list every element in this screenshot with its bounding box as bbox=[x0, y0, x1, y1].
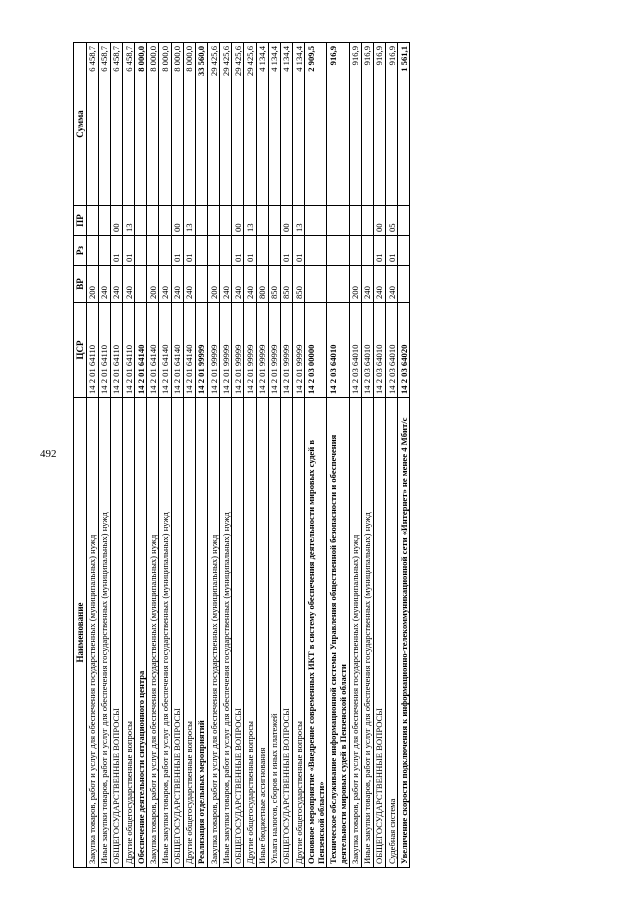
cell-vr: 240 bbox=[171, 266, 183, 303]
cell-csr: 14 2 01 99999 bbox=[256, 303, 268, 398]
page-number: 492 bbox=[40, 448, 57, 460]
cell-name: ОБЩЕГОСУДАРСТВЕННЫЕ ВОПРОСЫ bbox=[280, 398, 292, 868]
table-row bbox=[373, 43, 385, 868]
cell-rz bbox=[147, 236, 159, 266]
cell-pr: 00 bbox=[280, 206, 292, 236]
cell-csr: 14 2 03 64010 bbox=[373, 303, 385, 398]
cell-pr: 00 bbox=[171, 206, 183, 236]
table-row bbox=[159, 43, 171, 868]
header-csr: ЦСР bbox=[74, 303, 87, 398]
cell-name: Закупка товаров, работ и услуг для обеспечения государственных (муниципальных) нужд bbox=[208, 398, 220, 868]
cell-sum: 8 000,0 bbox=[147, 43, 159, 206]
cell-rz bbox=[361, 236, 373, 266]
cell-sum: 8 000,0 bbox=[159, 43, 171, 206]
cell-csr: 14 2 01 99999 bbox=[293, 303, 305, 398]
table-row bbox=[293, 43, 305, 868]
cell-pr bbox=[86, 206, 98, 236]
cell-vr: 240 bbox=[373, 266, 385, 303]
cell-name: ОБЩЕГОСУДАРСТВЕННЫЕ ВОПРОСЫ bbox=[171, 398, 183, 868]
cell-csr: 14 2 01 64110 bbox=[123, 303, 135, 398]
cell-csr: 14 2 01 64110 bbox=[98, 303, 110, 398]
cell-csr: 14 2 01 64110 bbox=[86, 303, 98, 398]
table-row bbox=[171, 43, 183, 868]
table-row bbox=[349, 43, 361, 868]
table-row bbox=[147, 43, 159, 868]
cell-rz bbox=[208, 236, 220, 266]
header-pr: ПР bbox=[74, 206, 87, 236]
cell-vr: 200 bbox=[147, 266, 159, 303]
cell-rz bbox=[349, 236, 361, 266]
cell-pr bbox=[208, 206, 220, 236]
cell-vr: 240 bbox=[232, 266, 244, 303]
cell-vr: 850 bbox=[293, 266, 305, 303]
cell-vr: 240 bbox=[361, 266, 373, 303]
header-sum: Сумма bbox=[74, 43, 87, 206]
cell-sum: 916,9 bbox=[361, 43, 373, 206]
cell-pr: 13 bbox=[293, 206, 305, 236]
table-row bbox=[110, 43, 122, 868]
cell-sum: 2 909,5 bbox=[305, 43, 327, 206]
cell-sum: 29 425,6 bbox=[220, 43, 232, 206]
cell-csr: 14 2 03 64020 bbox=[398, 303, 410, 398]
cell-sum: 29 425,6 bbox=[232, 43, 244, 206]
cell-pr: 00 bbox=[232, 206, 244, 236]
cell-name: Другие общегосударственные вопросы bbox=[244, 398, 256, 868]
cell-pr bbox=[349, 206, 361, 236]
budget-table bbox=[73, 42, 410, 868]
cell-pr bbox=[195, 206, 207, 236]
cell-csr: 14 2 01 99999 bbox=[244, 303, 256, 398]
cell-csr: 14 2 03 64010 bbox=[349, 303, 361, 398]
cell-pr bbox=[361, 206, 373, 236]
table-row bbox=[361, 43, 373, 868]
table-row bbox=[183, 43, 195, 868]
header-rz: Рз bbox=[74, 236, 87, 266]
cell-sum: 916,9 bbox=[349, 43, 361, 206]
table-row bbox=[327, 43, 349, 868]
cell-rz bbox=[268, 236, 280, 266]
cell-pr: 13 bbox=[183, 206, 195, 236]
cell-csr: 14 2 01 99999 bbox=[220, 303, 232, 398]
cell-csr: 14 2 01 64110 bbox=[110, 303, 122, 398]
cell-sum: 8 000,0 bbox=[171, 43, 183, 206]
cell-pr bbox=[327, 206, 349, 236]
cell-csr: 14 2 01 99999 bbox=[268, 303, 280, 398]
cell-pr: 00 bbox=[373, 206, 385, 236]
cell-pr bbox=[98, 206, 110, 236]
cell-pr bbox=[398, 206, 410, 236]
table-row bbox=[135, 43, 147, 868]
cell-vr: 850 bbox=[280, 266, 292, 303]
cell-rz bbox=[86, 236, 98, 266]
cell-pr: 05 bbox=[386, 206, 398, 236]
cell-name: Увеличение скорости подключения к информационно-телекоммуникационной сети «Интернет» не менее 4 Мбит/с bbox=[398, 398, 410, 868]
cell-sum: 4 134,4 bbox=[280, 43, 292, 206]
cell-csr: 14 2 01 64140 bbox=[183, 303, 195, 398]
cell-name: Обеспечение деятельности ситуационного центра bbox=[135, 398, 147, 868]
table-body bbox=[86, 43, 410, 868]
cell-sum: 33 560,0 bbox=[195, 43, 207, 206]
cell-sum: 916,9 bbox=[386, 43, 398, 206]
cell-vr: 200 bbox=[208, 266, 220, 303]
table-header-row bbox=[74, 43, 87, 868]
cell-vr: 240 bbox=[123, 266, 135, 303]
cell-name: Закупка товаров, работ и услуг для обеспечения государственных (муниципальных) нужд bbox=[86, 398, 98, 868]
cell-pr bbox=[268, 206, 280, 236]
cell-vr bbox=[135, 266, 147, 303]
cell-name: Иные закупки товаров, работ и услуг для обеспечения государственных (муниципальных) нужд bbox=[361, 398, 373, 868]
cell-rz bbox=[98, 236, 110, 266]
cell-sum: 4 134,4 bbox=[268, 43, 280, 206]
cell-vr: 240 bbox=[159, 266, 171, 303]
cell-sum: 29 425,6 bbox=[244, 43, 256, 206]
cell-rz: 01 bbox=[244, 236, 256, 266]
cell-name: Закупка товаров, работ и услуг для обеспечения государственных (муниципальных) нужд bbox=[147, 398, 159, 868]
cell-csr: 14 2 03 64010 bbox=[386, 303, 398, 398]
cell-rz bbox=[135, 236, 147, 266]
table-row bbox=[244, 43, 256, 868]
cell-vr: 850 bbox=[268, 266, 280, 303]
cell-sum: 916,9 bbox=[373, 43, 385, 206]
header-name: Наименование bbox=[74, 398, 87, 868]
cell-pr: 13 bbox=[123, 206, 135, 236]
cell-sum: 8 000,0 bbox=[183, 43, 195, 206]
cell-vr: 240 bbox=[98, 266, 110, 303]
table-row bbox=[386, 43, 398, 868]
cell-sum: 4 134,4 bbox=[256, 43, 268, 206]
table-row bbox=[232, 43, 244, 868]
cell-rz: 01 bbox=[373, 236, 385, 266]
cell-vr bbox=[327, 266, 349, 303]
cell-name: Другие общегосударственные вопросы bbox=[293, 398, 305, 868]
cell-csr: 14 2 03 00000 bbox=[305, 303, 327, 398]
cell-vr: 200 bbox=[349, 266, 361, 303]
cell-rz: 01 bbox=[386, 236, 398, 266]
cell-rz bbox=[256, 236, 268, 266]
cell-vr: 800 bbox=[256, 266, 268, 303]
cell-sum: 8 000,0 bbox=[135, 43, 147, 206]
cell-vr: 200 bbox=[86, 266, 98, 303]
table-row bbox=[208, 43, 220, 868]
cell-rz: 01 bbox=[171, 236, 183, 266]
cell-name: Закупка товаров, работ и услуг для обеспечения государственных (муниципальных) нужд bbox=[349, 398, 361, 868]
cell-pr bbox=[256, 206, 268, 236]
cell-name: ОБЩЕГОСУДАРСТВЕННЫЕ ВОПРОСЫ bbox=[232, 398, 244, 868]
cell-vr bbox=[195, 266, 207, 303]
cell-csr: 14 2 01 64140 bbox=[147, 303, 159, 398]
table-row bbox=[86, 43, 98, 868]
cell-rz: 01 bbox=[232, 236, 244, 266]
cell-name: Уплата налогов, сборов и иных платежей bbox=[268, 398, 280, 868]
cell-rz bbox=[159, 236, 171, 266]
cell-name: Иные закупки товаров, работ и услуг для обеспечения государственных (муниципальных) нужд bbox=[220, 398, 232, 868]
header-vr: ВР bbox=[74, 266, 87, 303]
table-row bbox=[220, 43, 232, 868]
cell-csr: 14 2 01 99999 bbox=[195, 303, 207, 398]
cell-pr bbox=[147, 206, 159, 236]
table-row bbox=[305, 43, 327, 868]
table-row bbox=[398, 43, 410, 868]
cell-rz bbox=[195, 236, 207, 266]
cell-vr bbox=[398, 266, 410, 303]
cell-csr: 14 2 01 64140 bbox=[171, 303, 183, 398]
cell-vr: 240 bbox=[220, 266, 232, 303]
cell-rz bbox=[327, 236, 349, 266]
cell-csr: 14 2 03 64010 bbox=[361, 303, 373, 398]
table-row bbox=[123, 43, 135, 868]
cell-pr: 13 bbox=[244, 206, 256, 236]
budget-table-container bbox=[73, 43, 607, 868]
cell-pr: 00 bbox=[110, 206, 122, 236]
cell-vr bbox=[305, 266, 327, 303]
cell-rz bbox=[398, 236, 410, 266]
table-row bbox=[195, 43, 207, 868]
cell-rz: 01 bbox=[110, 236, 122, 266]
cell-name: ОБЩЕГОСУДАРСТВЕННЫЕ ВОПРОСЫ bbox=[110, 398, 122, 868]
cell-name: Реализация отдельных мероприятий bbox=[195, 398, 207, 868]
cell-pr bbox=[135, 206, 147, 236]
cell-vr: 240 bbox=[110, 266, 122, 303]
cell-pr bbox=[305, 206, 327, 236]
cell-rz bbox=[220, 236, 232, 266]
table-row bbox=[280, 43, 292, 868]
cell-name: ОБЩЕГОСУДАРСТВЕННЫЕ ВОПРОСЫ bbox=[373, 398, 385, 868]
cell-pr bbox=[159, 206, 171, 236]
cell-csr: 14 2 01 99999 bbox=[280, 303, 292, 398]
cell-vr: 240 bbox=[386, 266, 398, 303]
cell-csr: 14 2 03 64010 bbox=[327, 303, 349, 398]
cell-name: Иные закупки товаров, работ и услуг для обеспечения государственных (муниципальных) нужд bbox=[159, 398, 171, 868]
cell-sum: 6 458,7 bbox=[110, 43, 122, 206]
cell-name: Основное мероприятие «Внедрение современных ИКТ в систему обеспечения деятельности мировых судей в Пензенской области» bbox=[305, 398, 327, 868]
cell-sum: 29 425,6 bbox=[208, 43, 220, 206]
cell-name: Иные закупки товаров, работ и услуг для обеспечения государственных (муниципальных) нужд bbox=[98, 398, 110, 868]
cell-name: Судебная система bbox=[386, 398, 398, 868]
table-row bbox=[256, 43, 268, 868]
cell-sum: 6 458,7 bbox=[98, 43, 110, 206]
cell-rz: 01 bbox=[123, 236, 135, 266]
cell-csr: 14 2 01 64140 bbox=[135, 303, 147, 398]
cell-rz: 01 bbox=[280, 236, 292, 266]
cell-sum: 4 134,4 bbox=[293, 43, 305, 206]
cell-rz: 01 bbox=[293, 236, 305, 266]
table-row bbox=[268, 43, 280, 868]
cell-name: Иные бюджетные ассигнования bbox=[256, 398, 268, 868]
cell-name: Другие общегосударственные вопросы bbox=[183, 398, 195, 868]
cell-sum: 6 458,7 bbox=[86, 43, 98, 206]
cell-vr: 240 bbox=[244, 266, 256, 303]
cell-pr bbox=[220, 206, 232, 236]
cell-vr: 240 bbox=[183, 266, 195, 303]
cell-name: Другие общегосударственные вопросы bbox=[123, 398, 135, 868]
cell-sum: 916,9 bbox=[327, 43, 349, 206]
cell-csr: 14 2 01 99999 bbox=[208, 303, 220, 398]
cell-rz: 01 bbox=[183, 236, 195, 266]
cell-csr: 14 2 01 99999 bbox=[232, 303, 244, 398]
cell-name: Техническое обслуживание информационной системы Управления общественной безопасности и обеспечения деятельности мировых судей в Пензенской области bbox=[327, 398, 349, 868]
cell-sum: 1 561,1 bbox=[398, 43, 410, 206]
cell-sum: 6 458,7 bbox=[123, 43, 135, 206]
table-row bbox=[98, 43, 110, 868]
cell-rz bbox=[305, 236, 327, 266]
cell-csr: 14 2 01 64140 bbox=[159, 303, 171, 398]
